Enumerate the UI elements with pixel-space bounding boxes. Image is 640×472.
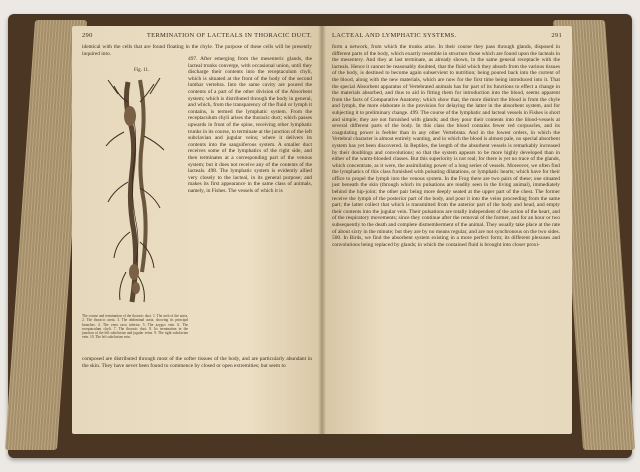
right-running-head bbox=[332, 32, 562, 39]
right-body-text: form a network, from which the trunks arise. In their course they pass through glands, disposed in different parts of the body, which exactly resemble in structure those which are found upon the lacteals in the mesentery. And they at last terminate, as already shown, in the same general receptacle with the lacteals. Hence it cannot be reasonably doubted, that the fluid which they absorb from the various tissues of the body, is destined to become again subservient to nutrition; being poured back into the current of the blood, along with the new materials, which are now for the first time being introduced into it. That the special Absorbent apparatus of Vertebrated animals has for part of its functions to effect a change in the materials absorbed, and thus to aid in fitting them for introduction into the blood, seems apparent from the facts of Comparative Anatomy; which show that, the more distinct the blood is from the chyle and lymph, the more elaborate is the provision for delaying the latter in the absorbent system, and for subjecting it to preliminary change. 499. The course of the lymphatic and lacteal vessels in Fishes is short and simple; they are not furnished with glands; and they pour their contents into the blood-vessels at several different parts of the body. In this class the blood contains fewer red corpuscles, and its coagulating power is feebler than in any other Vertebrata. And in the lowest orders, in which the Vertebral character is almost entirely wanting, and in which the blood is almost pale, no special absorbent system has yet been discovered. In Reptiles, the length of the absorbent vessels is remarkably increased by their doublings and convolutions; so that the system appears to be more highly developed than in either of the warm-blooded classes. But this superiority is not real; for there is yet no trace of the glands, which concentrate, as it were, the assimilating power of a long series of vessels. Moreover, we often find the lymphatics of this class furnished with pulsating dilatations, or lymphatic hearts; which have for their office to propel the lymph into the venous system. In the Frog there are two pairs of these; one situated just beneath the skin (through which its pulsations are readily seen in the living animal), immediately behind the hip-joint; the other pair being more deeply seated at the upper part of the chest. The former receive the lymph of the posterior part of the body, and pour it into the veins proceeding from the same part; the latter collect that which is transmitted from the anterior part of the body and head, and empty their contents into the jugular vein. Their pulsations are totally independent of the action of the heart, and of the respiratory movements; since they continue after the removal of the former, and for an hour or two subsequently to the death and complete dismemberment of the animal. They usually take place at the rate of about sixty in the minute; but they are by no means regular, and are not synchronous on the two sides. 500. In Birds, we find the absorbent system existing in a more perfect form; its different plexuses and convolutions being replaced by glands; in which the contained fluid is brought into closer proxi- bbox=[332, 44, 560, 248]
left-page bbox=[72, 26, 322, 434]
left-opening-text: identical with the cells that are found floating in the chyle. The purpose of these cells will be presently inquired into. bbox=[82, 44, 312, 57]
book-gutter bbox=[318, 26, 326, 434]
figure-caption: The course and termination of the thoracic duct. 1. The arch of the aorta. 2. The thoracic aorta. 3. The abdominal aorta, showing its principal branches. 4. The vena cava inferior. 5. The azygos vein. 6. The receptaculum chyli. 7. The thoracic duct. 8. Its termination in the junction of the left subclavian and jugular veins. 9. The right subclavian vein. 10. The left subclavian vein. bbox=[82, 314, 188, 340]
right-running-title: LACTEAL AND LYMPHATIC SYSTEMS. bbox=[332, 32, 457, 39]
figure-label: Fig. 11. bbox=[134, 68, 150, 73]
thoracic-duct-illustration bbox=[84, 72, 184, 308]
left-running-head bbox=[82, 32, 312, 39]
left-running-title: TERMINATION OF LACTEALS IN THORACIC DUCT. bbox=[146, 32, 312, 39]
right-page bbox=[322, 26, 572, 434]
right-page-number: 291 bbox=[551, 32, 562, 39]
left-column-text: 497. After emerging from the mesenteric glands, the lacteal trunks converge, with occasional union, until they discharge their contents into the receptaculum chyli, which is situated at the front of the body of the second lumbar vertebra. Into the same cavity are poured the contents of a part of the other division of the Absorbent system; which is distributed through the body in general, and which, from the transparency of the fluid or lymph it contains, is termed the lymphatic system. From the receptaculum chyli arises the thoracic duct; which passes upwards in front of the spine, receiving other lymphatic trunks in its course, to terminate at the junction of the left subclavian and jugular veins; where it delivers its contents into the sanguiferous system. A smaller duct receives some of the lymphatics of the right side, and then terminates at a corresponding part of the venous system; but it does not receive any of the contents of the lacteals. 498. The lymphatic system is evidently allied very closely to the lacteal, in its general purpose; and makes its first appearance in the same class of animals, namely, in Fishes. The vessels of which it is bbox=[188, 56, 312, 194]
left-closing-text: composed are distributed through most of the softer tissues of the body, and are particularly abundant in the skin. They have never been found to commence by closed or open extremities; but seem to bbox=[82, 356, 312, 369]
left-page-number: 290 bbox=[82, 32, 93, 39]
